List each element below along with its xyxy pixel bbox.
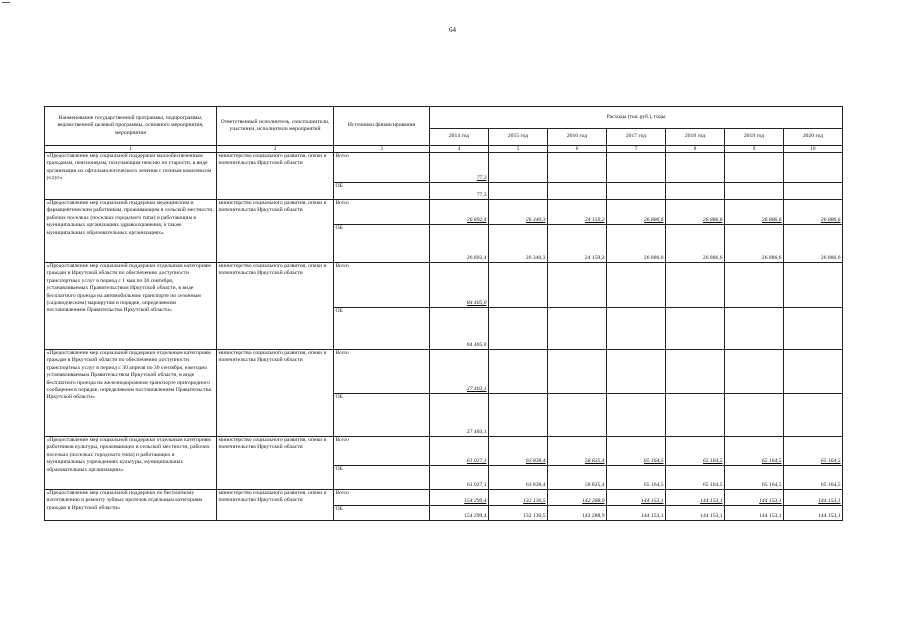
expense-total	[666, 263, 725, 308]
header-executor: Ответственный исполнитель, соисполнители, участники, исполнители мероприятий	[217, 107, 334, 146]
expense-ob: 132 130,5	[489, 506, 548, 521]
column-number: 2	[217, 146, 334, 153]
expense-total: 26 892,4	[430, 200, 489, 225]
column-number: 8	[666, 146, 725, 153]
expense-ob: 154 299,4	[430, 506, 489, 521]
expense-ob	[607, 394, 666, 437]
header-year: 2017 год	[607, 129, 666, 146]
expense-ob: 144 153,1	[725, 506, 784, 521]
expense-total	[548, 263, 607, 308]
expense-total	[489, 153, 548, 183]
expense-total	[784, 153, 843, 183]
header-source: Источники финансирования	[334, 107, 430, 146]
column-number: 7	[607, 146, 666, 153]
expense-ob	[489, 308, 548, 350]
expense-total: 65 164,5	[725, 437, 784, 466]
expense-ob: 58 825,4	[548, 466, 607, 490]
expense-total	[725, 153, 784, 183]
table-body	[45, 153, 843, 521]
column-number: 3	[334, 146, 430, 153]
expense-total: 144 153,1	[666, 490, 725, 506]
expense-total	[607, 263, 666, 308]
expense-ob: 65 164,5	[666, 466, 725, 490]
expense-total: 144 153,1	[725, 490, 784, 506]
expense-total: 63 838,4	[489, 437, 548, 466]
funding-source-ob: ОБ	[334, 506, 430, 521]
column-number: 4	[430, 146, 489, 153]
column-number: 10	[784, 146, 843, 153]
funding-source-ob: ОБ	[334, 466, 430, 490]
expense-total	[784, 350, 843, 394]
expense-total	[666, 350, 725, 394]
expense-ob: 26 340,3	[489, 225, 548, 263]
expense-ob	[725, 183, 784, 200]
expense-total: 58 825,4	[548, 437, 607, 466]
activity-executor: министерство социального развития, опеки и попечительства Иркутской области	[217, 350, 334, 437]
expense-total: 77,3	[430, 153, 489, 183]
activity-executor: министерство социального развития, опеки и попечительства Иркутской области	[217, 263, 334, 350]
expense-total	[607, 350, 666, 394]
expense-total: 65 164,5	[607, 437, 666, 466]
column-number: 6	[548, 146, 607, 153]
expense-total: 27 403,1	[430, 350, 489, 394]
column-number-row	[45, 146, 843, 153]
funding-source-ob: ОБ	[334, 225, 430, 263]
activity-executor: министерство социального развития, опеки и попечительства Иркутской области	[217, 153, 334, 200]
expense-ob: 26 886,6	[725, 225, 784, 263]
expense-total: 26 886,6	[666, 200, 725, 225]
expense-ob: 65 164,5	[725, 466, 784, 490]
header-year: 2015 год	[489, 129, 548, 146]
table-row	[45, 200, 843, 225]
page-number: 64	[449, 26, 456, 34]
expense-total	[548, 350, 607, 394]
expense-ob	[725, 308, 784, 350]
header-name: Наименование государственной программы, подпрограммы, ведомственной целевой программы, основного мероприятия, мероприятия	[45, 107, 217, 146]
funding-source-total: Всего	[334, 200, 430, 225]
expense-ob	[666, 308, 725, 350]
activity-executor: министерство социального развития, опеки и попечительства Иркутской области	[217, 490, 334, 521]
funding-source-total: Всего	[334, 153, 430, 183]
expense-total: 24 159,2	[548, 200, 607, 225]
expense-ob: 26 886,6	[784, 225, 843, 263]
expense-ob: 26 886,6	[666, 225, 725, 263]
expense-ob: 144 153,1	[784, 506, 843, 521]
header-year: 2014 год	[430, 129, 489, 146]
table-row	[45, 350, 843, 394]
expense-total	[725, 263, 784, 308]
funding-source-total: Всего	[334, 263, 430, 308]
activity-executor: министерство социального развития, опеки и попечительства Иркутской области	[217, 200, 334, 263]
table-row	[45, 263, 843, 308]
expense-ob: 77,3	[430, 183, 489, 200]
activity-name: «Предоставление мер социальной поддержки отдельным категориям граждан в Иркутской области по обеспечению доступности транспортных услуг в период с 30 апреля по 30 сентября, ежегодно устанавливаемым Правительством Иркутской области, в виде бесплатного проезда на железнодорожном транспорте пригородного сообщения в порядке, определяемом постановлением Правительства Иркутской области»	[45, 350, 217, 437]
expense-ob	[784, 183, 843, 200]
header-expenses: Расходы (тыс.руб.), годы	[430, 107, 843, 129]
expense-ob	[725, 394, 784, 437]
expense-ob: 26 892,4	[430, 225, 489, 263]
expense-ob	[548, 183, 607, 200]
table-header	[45, 107, 843, 153]
column-number: 1	[45, 146, 217, 153]
expense-total	[489, 263, 548, 308]
expense-total: 61 027,1	[430, 437, 489, 466]
expense-ob	[489, 183, 548, 200]
expense-ob	[607, 183, 666, 200]
expense-total: 144 153,1	[784, 490, 843, 506]
funding-source-total: Всего	[334, 490, 430, 506]
expense-total	[666, 153, 725, 183]
table-row	[45, 490, 843, 506]
expense-ob	[489, 394, 548, 437]
funding-source-ob: ОБ	[334, 183, 430, 200]
expense-total	[548, 153, 607, 183]
funding-source-ob: ОБ	[334, 308, 430, 350]
expense-total: 132 130,5	[489, 490, 548, 506]
activity-name: «Предоставление мер социальной поддержки отдельным категориям граждан в Иркутской области по обеспечению доступности транспортных услуг в период с 1 мая по 30 сентября, устанавливаемых Правительством Иркутской области, в виде бесплатного проезда на автомобильном транспорте по сезонным (садоводческим) маршрутам в порядке, определяемом постановлением Правительства Иркутской области»	[45, 263, 217, 350]
column-number: 9	[725, 146, 784, 153]
activity-name: «Предоставление мер социальной поддержки медицинским и фармацевтическим работникам, проживающим в сельской местности, рабочих поселках (поселках городского типа) и работающим в муниципальных организациях здравоохранения, а также муниципальных образовательных организациях»	[45, 200, 217, 263]
expense-ob: 63 838,4	[489, 466, 548, 490]
expense-ob	[784, 394, 843, 437]
funding-source-total: Всего	[334, 437, 430, 466]
expense-total: 26 886,6	[607, 200, 666, 225]
expense-ob	[666, 183, 725, 200]
expense-total: 26 340,3	[489, 200, 548, 225]
activity-name: «Предоставление мер социальной поддержки отдельным категориям работников культуры, проживающих в сельской местности, рабочих поселках (поселках городского типа) и работающих в муниципальных учреждениях культуры, муниципальных образовательных организациях»	[45, 437, 217, 490]
funding-source-ob: ОБ	[334, 394, 430, 437]
expense-total	[489, 350, 548, 394]
expense-ob: 61 027,1	[430, 466, 489, 490]
expense-total: 154 299,4	[430, 490, 489, 506]
expense-total: 65 164,5	[666, 437, 725, 466]
header-year: 2020 год	[784, 129, 843, 146]
scan-corner-mark	[2, 2, 10, 3]
activity-name: «Предоставление мер социальной поддержки малообеспеченным гражданам, пенсионерам, получающим пенсию по старости, в виде организации их офтальмологического лечения с полным комплексом услуг»	[45, 153, 217, 200]
table-row	[45, 437, 843, 466]
expense-total	[784, 263, 843, 308]
funding-source-total: Всего	[334, 350, 430, 394]
expense-ob: 27 403,1	[430, 394, 489, 437]
expense-ob: 144 153,1	[607, 506, 666, 521]
expense-ob	[666, 394, 725, 437]
expense-total: 26 886,6	[784, 200, 843, 225]
table-row	[45, 153, 843, 183]
budget-table	[44, 106, 843, 521]
expense-ob	[548, 308, 607, 350]
expense-ob: 144 153,1	[666, 506, 725, 521]
activity-executor: министерство социального развития, опеки и попечительства Иркутской области	[217, 437, 334, 490]
header-year: 2018 год	[666, 129, 725, 146]
expense-ob	[607, 308, 666, 350]
expense-total: 84 405,0	[430, 263, 489, 308]
expense-ob: 24 159,2	[548, 225, 607, 263]
header-year: 2019 год	[725, 129, 784, 146]
expense-ob: 65 164,5	[607, 466, 666, 490]
expense-total: 26 886,6	[725, 200, 784, 225]
expense-ob: 84 405,0	[430, 308, 489, 350]
expense-ob: 26 886,6	[607, 225, 666, 263]
expense-total: 144 153,1	[607, 490, 666, 506]
expense-total: 65 164,5	[784, 437, 843, 466]
expense-total	[725, 350, 784, 394]
column-number: 5	[489, 146, 548, 153]
header-year: 2016 год	[548, 129, 607, 146]
expense-ob	[784, 308, 843, 350]
expense-total: 142 288,9	[548, 490, 607, 506]
expense-ob: 65 164,5	[784, 466, 843, 490]
expense-ob	[548, 394, 607, 437]
activity-name: «Предоставление мер социальной поддержки по бесплатному изготовлению и ремонту зубных протезов отдельным категориям граждан в Иркутской области»	[45, 490, 217, 521]
expense-ob: 142 288,9	[548, 506, 607, 521]
expense-total	[607, 153, 666, 183]
